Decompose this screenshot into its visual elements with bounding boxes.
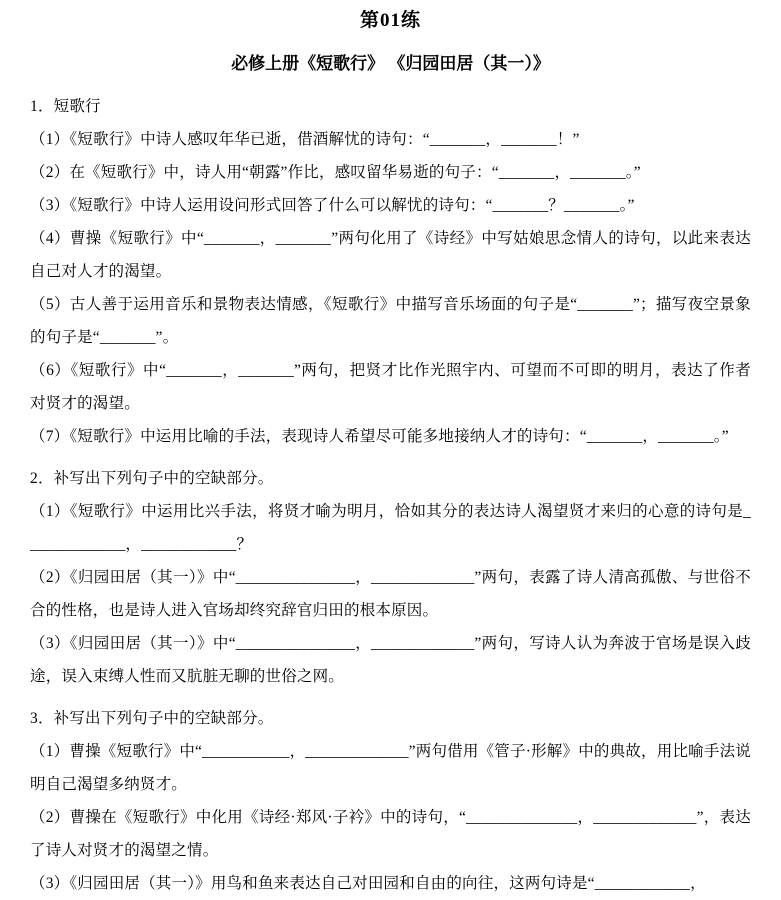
question-item-2-1: （1）《短歌行》中运用比兴手法，将贤才喻为明月，恰如其分的表达诗人渴望贤才来归的心意的诗句是_____________，____________？ (30, 503, 751, 553)
question-item-1-1: （1）《短歌行》中诗人感叹年华已逝，借酒解忧的诗句：“_______，_______！” (30, 131, 580, 148)
question-item-3-3: （3）《归园田居（其一）》用鸟和鱼来表达自己对田园和自由的向往，这两句诗是“____________， (30, 875, 706, 892)
question-item-1-6: （6）《短歌行》中“_______，_______”两句，把贤才比作光照宇内、可望而不可即的明月，表达了作者对贤才的渴望。 (30, 362, 751, 412)
question-item-1-2: （2）在《短歌行》中，诗人用“朝露”作比，感叹留华易逝的句子：“_______，_______。” (30, 164, 641, 181)
section-1-heading: 1．短歌行 (30, 98, 101, 115)
question-item-1-4: （4）曹操《短歌行》中“_______，_______”两句化用了《诗经》中写姑娘思念情人的诗句，以此来表达自己对人才的渴望。 (30, 230, 751, 280)
doc-subtitle: 必修上册《短歌行》 《归园田居（其一）》 (231, 54, 550, 73)
section-buxie-2 (30, 462, 751, 693)
question-item-3-1: （1）曹操《短歌行》中“___________，_____________”两句借用《管子·形解》中的典故，用比喻手法说明自己渴望多纳贤才。 (30, 743, 751, 793)
question-item-1-5: （5）古人善于运用音乐和景物表达情感，《短歌行》中描写音乐场面的句子是“_______”；描写夜空景象的句子是“_______”。 (30, 296, 751, 346)
question-item-1-7: （7）《短歌行》中运用比喻的手法，表现诗人希望尽可能多地接纳人才的诗句：“_______，_______。” (30, 428, 729, 445)
section-buxie-3 (30, 702, 751, 900)
doc-title: 第01练 (359, 10, 421, 31)
section-3-heading: 3．补写出下列句子中的空缺部分。 (30, 710, 274, 727)
section-2-heading: 2．补写出下列句子中的空缺部分。 (30, 470, 274, 487)
question-item-2-3: （3）《归园田居（其一）》中“_______________，_____________”两句，写诗人认为奔波于官场是误入歧途，误入束缚人性而又肮脏无聊的世俗之网。 (30, 635, 751, 685)
question-item-3-2: （2）曹操在《短歌行》中化用《诗经·郑风·子衿》中的诗句，“______________，_____________”，表达了诗人对贤才的渴望之情。 (30, 809, 751, 859)
section-duangexing (30, 90, 751, 453)
question-item-2-2: （2）《归园田居（其一）》中“_______________，_____________”两句，表露了诗人清高孤傲、与世俗不合的性格，也是诗人进入官场却终究辞官归田的根本原因。 (30, 569, 751, 619)
question-item-1-3: （3）《短歌行》中诗人运用设问形式回答了什么可以解忧的诗句：“_______？_______。” (30, 197, 635, 214)
